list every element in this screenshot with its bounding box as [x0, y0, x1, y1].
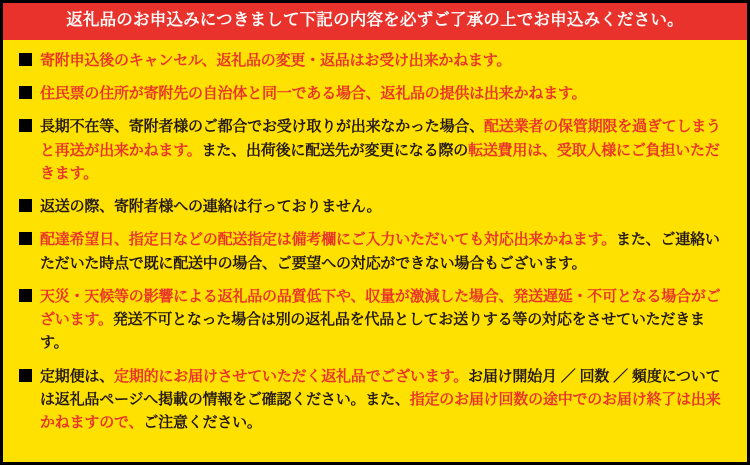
- notice-text-segment: 天災・天候等の影響による返礼品の品質低下や、収量が激減した場合、発送遅延・不可となる場合がございます。: [40, 287, 721, 329]
- square-bullet-icon: [19, 369, 32, 382]
- notice-item: [19, 195, 731, 218]
- notice-item-text: [40, 195, 731, 218]
- notice-item-text: [40, 82, 731, 105]
- notice-item-text: [40, 285, 731, 355]
- notice-item-text: [40, 365, 731, 435]
- notice-item-list: [3, 40, 747, 462]
- square-bullet-icon: [19, 53, 32, 66]
- square-bullet-icon: [19, 199, 32, 212]
- notice-item-text: [40, 49, 731, 72]
- notice-item: [19, 285, 731, 355]
- notice-text-segment: また、出荷後に配送先が変更になる際の: [201, 141, 469, 159]
- square-bullet-icon: [19, 232, 32, 245]
- notice-header: 返礼品のお申込みにつきまして下記の内容を必ずご了承の上でお申込みください。: [3, 3, 747, 40]
- notice-text-segment: 定期的にお届けさせていただく返礼品でございます。: [114, 367, 469, 385]
- square-bullet-icon: [19, 289, 32, 302]
- notice-item: [19, 365, 731, 435]
- notice-text-segment: お届け開始月 ／ 回数 ／ 頻度については返礼品ページへ掲載の情報をご確認ください。また、: [40, 367, 721, 408]
- notice-item: [19, 228, 731, 275]
- notice-text-segment: 転送費用は、受取人様にご負担いただきます。: [40, 141, 720, 182]
- notice-item: [19, 82, 731, 105]
- notice-text-segment: また、ご連絡いただいた時点で既に配送中の場合、ご要望への対応ができない場合もございます。: [40, 231, 720, 272]
- notice-item: [19, 49, 731, 72]
- notice-text-segment: 定期便は、: [40, 367, 115, 385]
- notice-text-segment: 指定のお届け回数の途中でのお届け終了は出来かねますので、: [40, 390, 721, 432]
- notice-text-segment: 配達希望日、指定日などの配送指定は備考欄にご入力いただいても対応出来かねます。: [40, 231, 617, 249]
- notice-text-segment: 寄附申込後のキャンセル、返礼品の変更・返品はお受け出来かねます。: [40, 51, 512, 69]
- square-bullet-icon: [19, 119, 32, 132]
- notice-text-segment: 配送業者の保管期限を過ぎてしまうと再送が出来かねます。: [40, 118, 721, 159]
- notice-text-segment: 長期不在等、寄附者様のご都合でお受け取りが出来なかった場合、: [40, 118, 485, 136]
- notice-item-text: [40, 115, 731, 185]
- square-bullet-icon: [19, 86, 32, 99]
- notice-text-segment: ご注意ください。: [143, 414, 262, 432]
- notice-text-segment: 返送の際、寄附者様への連絡は行っておりません。: [40, 198, 382, 216]
- notice-text-segment: 住民票の住所が寄附先の自治体と同一である場合、返礼品の提供は出来かねます。: [40, 85, 587, 103]
- notice-text-segment: 発送不可となった場合は別の返礼品を代品としてお送りする等の対応をさせていただきます。: [40, 311, 705, 352]
- notice-item-text: [40, 228, 731, 275]
- notice-item: [19, 115, 731, 185]
